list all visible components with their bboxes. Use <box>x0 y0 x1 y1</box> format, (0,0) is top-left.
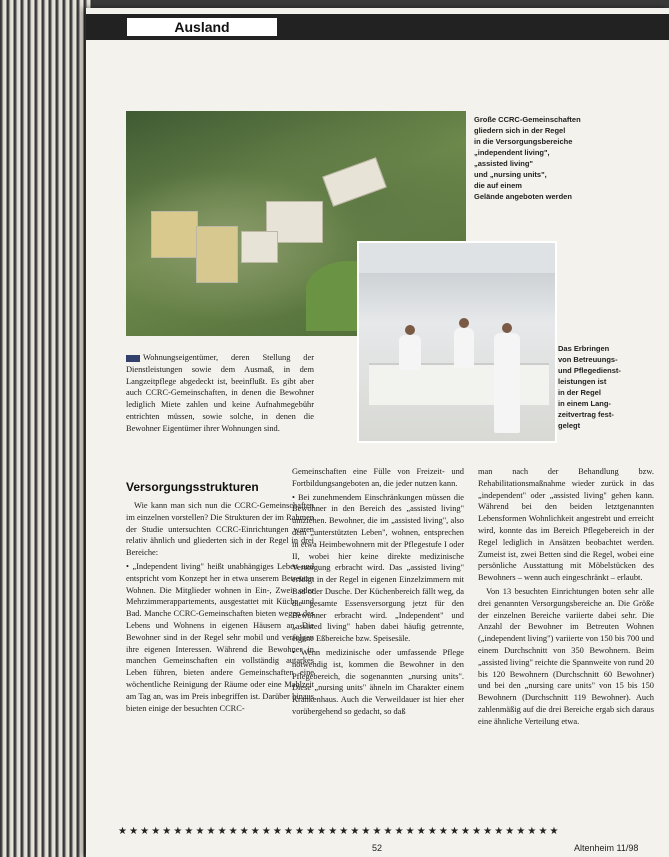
building <box>322 157 387 207</box>
journal-name: Altenheim 11/98 <box>574 843 639 853</box>
paragraph: • Bei zunehmendem Einschränkungen müssen die Bewohner in den Bereich des „assisted living" umziehen. Bewohner, die im „assisted living", also dem „unterstützten Leben", wohnen, entsprechen in etwa Heimbewohnern mit der Pflegestufe I oder II, wobei hier keine direkte medizinische Versorgung erbracht wird. Das „assisted living" erfolgt in der Regel in eigenen Einzelzimmern mit Bad oder Dusche. Der Küchenbereich fällt weg, da die gesamte Essensversorgung jetzt für den Bewohner erbracht wird. „Independent" und „assisted living" haben dabei häufig getrennte, eigene Eßbereiche bzw. Speisesäle. <box>292 492 464 644</box>
caption-line: von Betreuungs- <box>558 355 618 364</box>
caption-line: in der Regel <box>558 388 601 397</box>
building <box>196 226 238 283</box>
caption-top-right <box>474 114 581 202</box>
intro-column <box>126 352 314 437</box>
paragraph: Von 13 besuchten Einrichtungen boten sehr alle drei genannten Versorgungsbereiche an. Die Größe der einzelnen Bereiche variierte dabei sehr. Die Anzahl der Bewohner im Betreuten Wohnen („independent living") variierte von 150 bis 700 und einem Durchschnitt von 350 Bewohnern. Beim „assisted living" reichte die Spannweite von rund 20 bis 120 Bewohnern (Durchschnitt 60 Bewohner) und bei den „nursing care units" von 15 bis 150 Bewohnern (Durchschnitt 119 Bewohner). Auch zahlenmäßig auf die drei Bereiche ergab sich daraus eine ähnliche Verteilung etwa. <box>478 586 654 726</box>
caption-line: „assisted living" <box>474 159 533 168</box>
text-column-2 <box>292 466 464 720</box>
text-column-1 <box>126 500 314 716</box>
star-divider: ★★★★★★★★★★★★★★★★★★★★★★★★★★★★★★★★★★★★★★★★ <box>118 826 561 837</box>
caption-line: in die Versorgungsbereiche <box>474 137 573 146</box>
person <box>494 333 520 433</box>
caption-line: die auf einem <box>474 181 522 190</box>
caption-line: Das Erbringen <box>558 344 610 353</box>
caption-line: gliedern sich in der Regel <box>474 126 566 135</box>
paragraph: Gemeinschaften eine Fülle von Freizeit- und Fortbildungsangeboten an, die jeder nutzen kann. <box>292 467 464 488</box>
paragraph: Wie kann man sich nun die CCRC-Gemeinschaften im einzelnen vorstellen? Die Strukturen der im Rahmen der Studie untersuchten CCRC-Einrichtungen waren relativ ähnlich und gliederten sich in der Regel in drei Bereiche: <box>126 501 314 558</box>
caption-line: leistungen ist <box>558 377 607 386</box>
caption-line: und Pflegedienst- <box>558 366 621 375</box>
caption-line: gelegt <box>558 421 581 430</box>
building <box>151 211 198 258</box>
book-page-edges <box>0 0 92 857</box>
page-number: 52 <box>372 843 383 853</box>
section-marker-icon <box>126 355 140 362</box>
person-head <box>405 325 415 335</box>
person-head <box>459 318 469 328</box>
caption-bottom-right <box>558 343 621 431</box>
caption-line: zeitvertrag fest- <box>558 410 614 419</box>
paragraph: • Wenn medizinische oder umfassende Pflege notwendig ist, kommen die Bewohner in den Pflegebereich, die sogenannten „nursing units". Diese „nursing units" ähneln im Charakter einem Krankenhaus. Auch die Verweildauer ist hier eher vorübergehend so gedacht, so daß <box>292 647 464 716</box>
caption-line: und „nursing units", <box>474 170 547 179</box>
interior-photo-reception <box>357 241 557 443</box>
person-head <box>502 323 512 333</box>
reception-counter <box>369 363 549 405</box>
text-column-3 <box>478 466 654 730</box>
ceiling <box>359 243 555 273</box>
person <box>454 328 474 368</box>
paragraph: man nach der Behandlung bzw. Rehabilitationsmaßnahme wieder zurück in das „independent" oder „assisted living" gehen kann. Während bei den beiden letztgenannten Lebensformen Wohnlichkeit angestrebt und erreicht wird, konnte das im Bereich Pflegebereich in der Regel lediglich in Ansätzen beobachtet werden. Zumeist ist, zwei Betten sind die Regel, wobei eine persönliche Ausstattung mit Möbelstücken des Bewohners – wenn auch eingeschränkt – erlaubt. <box>478 467 654 583</box>
person <box>399 335 421 370</box>
subheading: Versorgungsstrukturen <box>126 480 259 494</box>
caption-line: Große CCRC-Gemeinschaften <box>474 115 581 124</box>
intro-text: Wohnungseigentümer, deren Stellung der Dienstleistungen sowie dem Ausmaß, in dem Langzeitpflege abgedeckt ist, beeinflußt. Es gibt aber auch CCRC-Gemeinschaften, in denen die Bewohner lediglich Miete zahlen und keine Aufnahmegebühr entrichten müssen, sowie solche, in denen die Bewohner Eigentümer ihrer Wohnungen sind. <box>126 353 314 433</box>
magazine-page <box>86 8 669 857</box>
caption-line: Gelände angeboten werden <box>474 192 572 201</box>
building <box>241 231 278 263</box>
paragraph: • „Independent living" heißt unabhängiges Leben und entspricht vom Konzept her in etwa unserem Betreuten Wohnen. Die Mitglieder wohnen in Ein-, Zwei- oder Mehrzimmerappartements, ausgestattet mit Küche und Bad. Manche CCRC-Gemeinschaften bieten wegen des Lebens und Wohnens in eigenen Häusern an. Die Bewohner sind in der Regel sehr mobil und verfolgen ihre eigenen Interessen. Während die Bewohner in manchen Gemeinschaften ein vollständig autarkes Leben führen, bieten andere Gemeinschaften eine wöchentliche Reinigung der Räume oder eine Mahlzeit am Tag an, was im Preis inbegriffen ist. Darüber hinaus bieten einige der besuchten CCRC- <box>126 561 314 713</box>
section-label: Ausland <box>126 17 278 37</box>
caption-line: „independent living", <box>474 148 550 157</box>
caption-line: in einem Lang- <box>558 399 611 408</box>
